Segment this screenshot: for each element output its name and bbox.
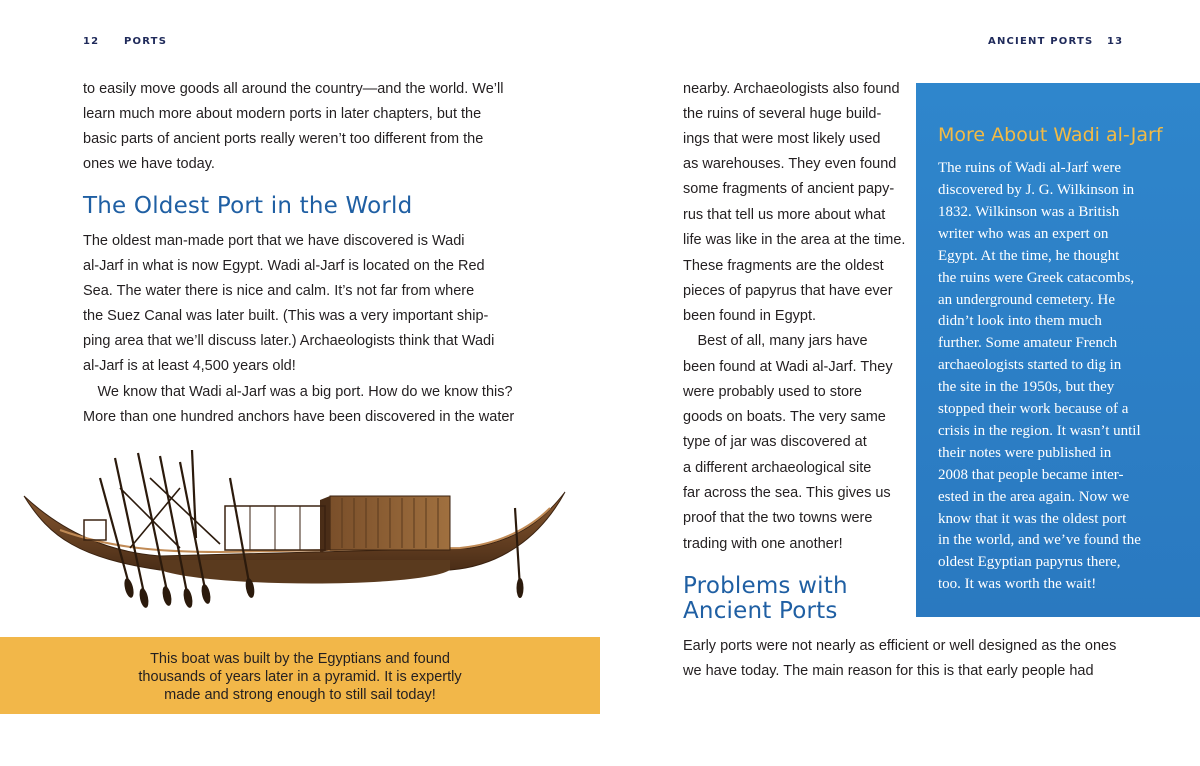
sidebar-text-line: crisis in the region. It wasn’t until xyxy=(938,423,1141,439)
sidebar-text-line: too. It was worth the wait! xyxy=(938,576,1097,592)
body-text-line: rus that tell us more about what xyxy=(683,207,886,223)
body-text-line: to easily move goods all around the country—and the world. We’ll xyxy=(83,81,504,97)
body-text-line: Sea. The water there is nice and calm. It’s not far from where xyxy=(83,283,475,299)
body-text-line: al-Jarf is at least 4,500 years old! xyxy=(83,358,296,374)
sidebar-text-line: didn’t look into them much xyxy=(938,313,1102,329)
body-text-line: ones we have today. xyxy=(83,156,215,172)
body-text-line: learn much more about modern ports in later chapters, but the xyxy=(83,106,482,122)
body-text-line: al-Jarf in what is now Egypt. Wadi al-Jarf is located on the Red xyxy=(83,258,485,274)
left-running-title: PORTS xyxy=(124,36,168,47)
sidebar-text-line: ested in the area again. Now we xyxy=(938,489,1130,505)
sidebar-text-line: oldest Egyptian papyrus there, xyxy=(938,554,1121,570)
body-text-line: More than one hundred anchors have been discovered in the water xyxy=(83,409,515,425)
body-text-line: type of jar was discovered at xyxy=(683,434,867,450)
body-text-line: basic parts of ancient ports really weren’t too different from the xyxy=(83,131,484,147)
sidebar-text-line: archaeologists started to dig in xyxy=(938,357,1122,373)
body-text-line: goods on boats. The very same xyxy=(683,409,886,425)
sidebar-text-line: Egypt. At the time, he thought xyxy=(938,248,1120,264)
photo-caption-line: thousands of years later in a pyramid. It is expertly xyxy=(138,669,462,685)
sidebar-text-line: their notes were published in xyxy=(938,445,1112,461)
section-heading-problems: Problems with xyxy=(683,573,848,599)
body-text-line: nearby. Archaeologists also found xyxy=(683,81,900,97)
body-text-line: were probably used to store xyxy=(683,384,862,400)
sidebar-text-line: discovered by J. G. Wilkinson in xyxy=(938,182,1135,198)
body-text-line: the ruins of several huge build- xyxy=(683,106,882,122)
section-heading-oldest-port: The Oldest Port in the World xyxy=(83,193,413,219)
body-text-line: ings that were most likely used xyxy=(683,131,881,147)
body-text-line: The oldest man-made port that we have discovered is Wadi xyxy=(83,233,465,249)
body-text-line: the Suez Canal was later built. (This was a very important ship- xyxy=(83,308,489,324)
body-text-line: been found at Wadi al-Jarf. They xyxy=(683,359,893,375)
sidebar-text-line: 2008 that people became inter- xyxy=(938,467,1124,483)
body-text-line: proof that the two towns were xyxy=(683,510,873,526)
body-text-line: far across the sea. This gives us xyxy=(683,485,891,501)
body-text-line: been found in Egypt. xyxy=(683,308,817,324)
photo-caption-line: made and strong enough to still sail today! xyxy=(164,687,436,703)
right-running-title: ANCIENT PORTS xyxy=(988,36,1094,47)
sidebar-text-line: an underground cemetery. He xyxy=(938,292,1116,308)
sidebar-text-line: the ruins were Greek catacombs, xyxy=(938,270,1135,286)
sidebar-text-line: know that it was the oldest port xyxy=(938,511,1127,527)
right-page-number: 13 xyxy=(1107,36,1124,47)
body-text-line: These fragments are the oldest xyxy=(683,258,884,274)
body-text-line: life was like in the area at the time. xyxy=(683,232,906,248)
body-text-line: pieces of papyrus that have ever xyxy=(683,283,893,299)
sidebar-text-line: further. Some amateur French xyxy=(938,335,1118,351)
body-text-line: as warehouses. They even found xyxy=(683,156,897,172)
photo-caption-line: This boat was built by the Egyptians and found xyxy=(150,651,450,667)
sidebar-text-line: stopped their work because of a xyxy=(938,401,1129,417)
body-text-line: Best of all, many jars have xyxy=(683,333,868,349)
body-text-line: we have today. The main reason for this is that early people had xyxy=(683,663,1094,679)
sidebar-text-line: in the world, and we’ve found the xyxy=(938,532,1141,548)
sidebar-title: More About Wadi al-Jarf xyxy=(938,124,1163,146)
body-text-line: Early ports were not nearly as efficient or well designed as the ones xyxy=(683,638,1117,654)
body-text-line: We know that Wadi al-Jarf was a big port. How do we know this? xyxy=(83,384,513,400)
sidebar-text-line: writer who was an expert on xyxy=(938,226,1109,242)
left-page-number: 12 xyxy=(83,36,100,47)
body-text-line: a different archaeological site xyxy=(683,460,872,476)
body-text-line: trading with one another! xyxy=(683,536,843,552)
section-heading-problems: Ancient Ports xyxy=(683,598,838,624)
sidebar-text-line: the site in the 1950s, but they xyxy=(938,379,1115,395)
sidebar-text-line: 1832. Wilkinson was a British xyxy=(938,204,1120,220)
sidebar-text-line: The ruins of Wadi al-Jarf were xyxy=(938,160,1122,176)
ancient-egyptian-boat-photo xyxy=(20,448,570,618)
body-text-line: ping area that we’ll discuss later.) Archaeologists think that Wadi xyxy=(83,333,495,349)
body-text-line: some fragments of ancient papy- xyxy=(683,181,895,197)
